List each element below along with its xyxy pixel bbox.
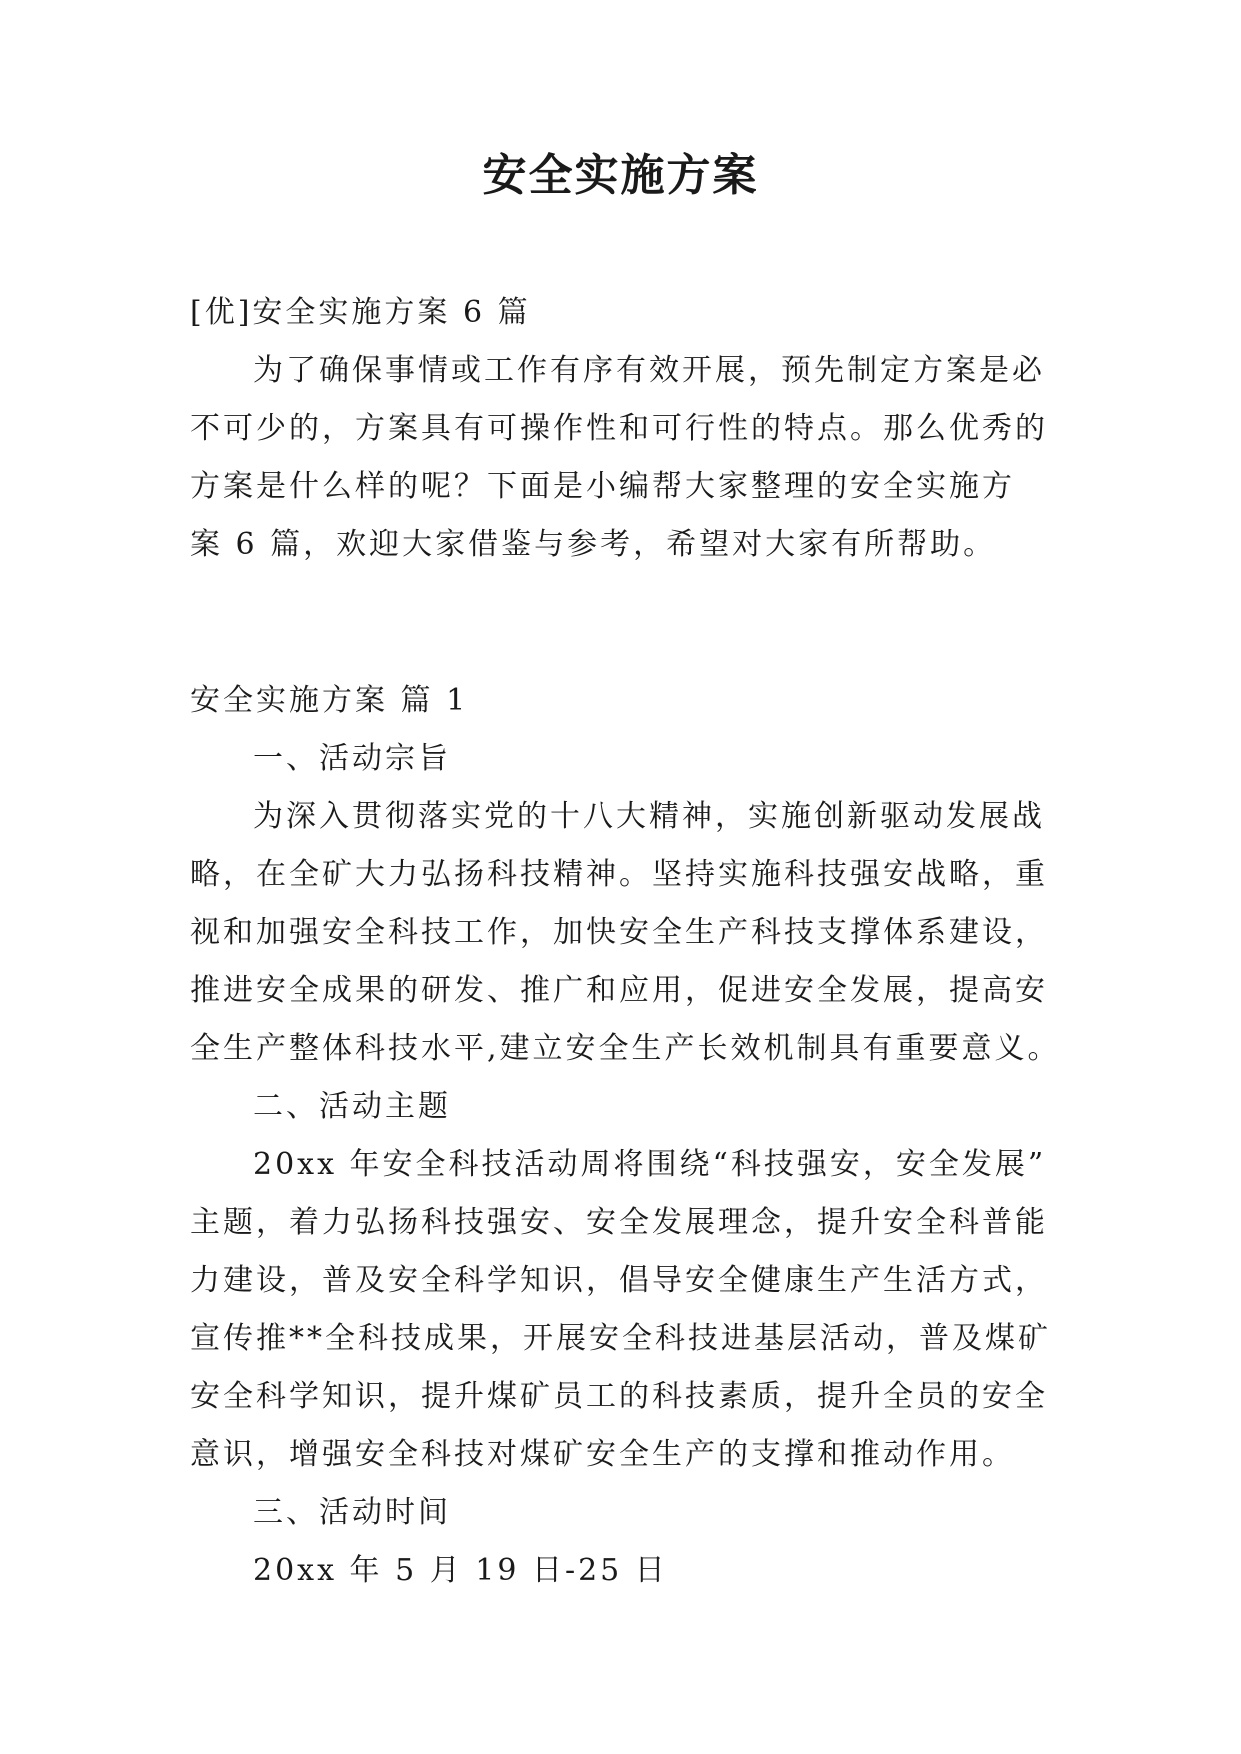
document-body — [190, 284, 1070, 1600]
intro-line: 为了确保事情或工作有序有效开展，预先制定方案是必 — [253, 353, 1045, 388]
section-title: 安全实施方案 篇 1 — [190, 683, 469, 718]
paragraph-line: 20xx 年 5 月 19 日-25 日 — [253, 1553, 668, 1588]
paragraph-line: 20xx 年安全科技活动周将围绕“科技强安，安全发展” — [253, 1147, 1047, 1182]
document-subtitle: [优]安全实施方案 6 篇 — [190, 295, 531, 330]
paragraph-line: 安全科学知识，提升煤矿员工的科技素质，提升全员的安全 — [190, 1379, 1048, 1414]
intro-line: 方案是什么样的呢？下面是小编帮大家整理的安全实施方 — [190, 469, 1015, 504]
paragraph-line: 全生产整体科技水平,建立安全生产长效机制具有重要意义。 — [190, 1031, 1061, 1066]
heading-time: 三、活动时间 — [253, 1495, 451, 1530]
heading-theme: 二、活动主题 — [253, 1089, 451, 1124]
page-title: 安全实施方案 — [482, 150, 759, 201]
intro-line: 案 6 篇，欢迎大家借鉴与参考，希望对大家有所帮助。 — [190, 527, 997, 562]
paragraph-line: 视和加强安全科技工作，加快安全生产科技支撑体系建设， — [190, 915, 1048, 950]
intro-line: 不可少的，方案具有可操作性和可行性的特点。那么优秀的 — [190, 411, 1048, 446]
heading-purpose: 一、活动宗旨 — [253, 741, 451, 776]
paragraph-line: 为深入贯彻落实党的十八大精神，实施创新驱动发展战 — [253, 799, 1045, 834]
spacer — [190, 574, 1070, 672]
paragraph-line: 推进安全成果的研发、推广和应用，促进安全发展，提高安 — [190, 973, 1048, 1008]
paragraph-line: 力建设，普及安全科学知识，倡导安全健康生产生活方式， — [190, 1263, 1048, 1298]
paragraph-line: 主题，着力弘扬科技强安、安全发展理念，提升安全科普能 — [190, 1205, 1048, 1240]
paragraph-line: 宣传推**全科技成果，开展安全科技进基层活动，普及煤矿 — [190, 1321, 1051, 1356]
paragraph-line: 略，在全矿大力弘扬科技精神。坚持实施科技强安战略，重 — [190, 857, 1048, 892]
paragraph-line: 意识，增强安全科技对煤矿安全生产的支撑和推动作用。 — [190, 1437, 1015, 1472]
